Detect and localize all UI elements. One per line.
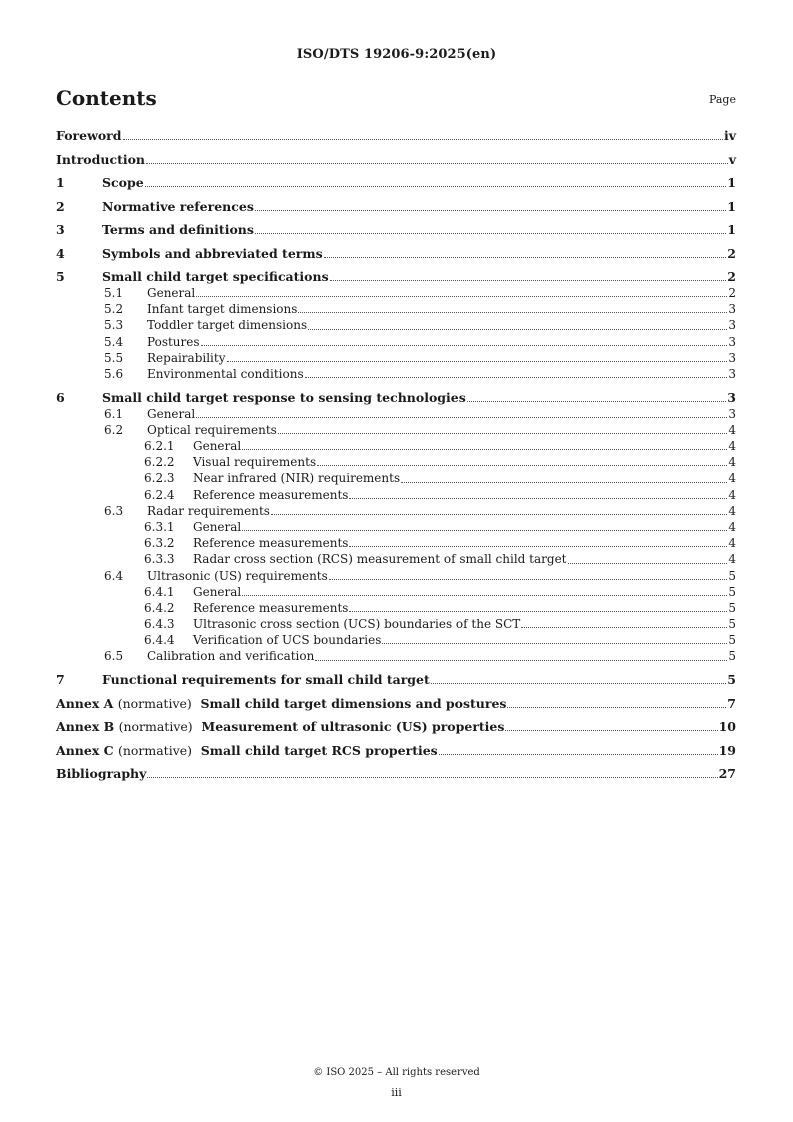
annex-kind: (normative) (118, 719, 193, 735)
toc-entry-page: 1 (727, 175, 736, 190)
toc-entry-number: 5.5 (104, 350, 124, 365)
toc-entry[interactable] (56, 648, 736, 664)
dot-leader (317, 464, 727, 466)
toc-entry[interactable] (56, 503, 736, 519)
toc-entry[interactable] (56, 366, 736, 382)
toc-entry-label: Normative references (102, 198, 254, 214)
toc-entry-label: Ultrasonic cross section (UCS) boundaries of the SCT (193, 617, 521, 632)
dot-leader (196, 295, 727, 297)
toc-entry-label: Toddler target dimensions (147, 318, 308, 333)
dot-leader (431, 682, 727, 684)
toc-entry[interactable] (56, 487, 736, 503)
toc-entry[interactable] (56, 317, 736, 333)
toc-entry[interactable] (56, 672, 736, 688)
toc-entry-page: 3 (728, 318, 736, 333)
toc-entry[interactable] (56, 551, 736, 567)
toc-entry-page: 5 (728, 649, 736, 664)
toc-entry-label: Small child target specifications (102, 269, 329, 284)
dot-leader (349, 497, 727, 499)
toc-entry-page: 2 (727, 269, 736, 284)
dot-leader (382, 642, 727, 644)
toc-entry-page: 1 (727, 222, 736, 237)
toc-entry-number: 1 (56, 175, 65, 190)
dot-leader (308, 328, 727, 330)
toc-entry[interactable] (56, 584, 736, 600)
toc-entry[interactable] (56, 454, 736, 470)
toc-entry[interactable] (56, 766, 736, 782)
toc-entry-number: 5.4 (104, 334, 124, 349)
toc-entry[interactable] (56, 422, 736, 438)
toc-entry-number: 6.3.1 (144, 519, 175, 534)
toc-entry-page: 4 (728, 552, 736, 567)
toc-entry-page: 10 (718, 719, 736, 735)
toc-entry[interactable] (56, 199, 736, 215)
toc-entry[interactable] (56, 470, 736, 486)
dot-leader (123, 138, 723, 140)
toc-entry-page: 4 (728, 503, 736, 518)
toc-entry-label: Environmental conditions (147, 366, 304, 381)
annex-title: Small child target dimensions and postures (200, 695, 507, 711)
dot-leader (315, 659, 727, 661)
toc-entry-label: General (147, 406, 196, 421)
toc-entry[interactable] (56, 301, 736, 317)
toc-entry-page: 3 (727, 389, 736, 405)
toc-entry-label: Radar cross section (RCS) measurement of small child target (193, 552, 567, 567)
toc-entry-page: 4 (728, 455, 736, 470)
toc-entry-page: 4 (728, 422, 736, 437)
toc-entry-page: 5 (727, 672, 736, 688)
toc-entry-number: 5.3 (104, 318, 124, 333)
dot-leader (507, 706, 726, 708)
toc-entry-label: Calibration and verification (147, 649, 315, 664)
toc-entry[interactable] (56, 406, 736, 422)
toc-entry-number: 6.1 (104, 406, 124, 421)
toc-entry-label: Symbols and abbreviated terms (102, 245, 323, 261)
toc-entry[interactable] (56, 600, 736, 616)
toc-entry-label: Terms and definitions (102, 222, 254, 237)
toc-entry-label: Scope (102, 175, 144, 190)
toc-entry-page: 5 (728, 568, 736, 583)
toc-entry-page: v (728, 151, 736, 167)
annex-title: Measurement of ultrasonic (US) properties (201, 719, 505, 735)
dot-leader (146, 162, 728, 164)
dot-leader (278, 432, 728, 434)
toc-entry[interactable] (56, 616, 736, 632)
toc-entry[interactable] (56, 175, 736, 191)
toc-entry-number: 5.6 (104, 366, 124, 381)
toc-entry-label: Functional requirements for small child target (102, 672, 430, 688)
toc-entry-number: 6.2.2 (144, 455, 175, 470)
dot-leader (271, 513, 727, 515)
dot-leader (439, 753, 718, 755)
toc-entry-page: iv (723, 128, 736, 143)
toc-entry[interactable] (56, 743, 736, 759)
toc-entry-number: 5.2 (104, 302, 124, 317)
dot-leader (255, 232, 726, 234)
dot-leader (242, 529, 727, 531)
toc-entry-number: 2 (56, 198, 65, 214)
toc-entry-page: 27 (718, 766, 736, 782)
toc-entry[interactable] (56, 222, 736, 238)
toc-entry-number: 6.2 (104, 422, 124, 437)
toc-entry-label: General (193, 519, 242, 534)
toc-entry-page: 4 (728, 439, 736, 453)
toc-entry-page: 4 (728, 536, 736, 551)
toc-entry-number: 3 (56, 222, 65, 237)
toc-entry-label (56, 743, 438, 759)
toc-entry-page: 5 (728, 617, 736, 632)
toc-entry-label: Small child target response to sensing technologies (102, 389, 466, 405)
annex-title: Small child target RCS properties (200, 742, 438, 758)
toc-entry-page: 3 (728, 334, 736, 349)
toc-entry-label: Reference measurements (193, 487, 349, 502)
toc-entry-number: 6.4.2 (144, 600, 175, 615)
toc-entry-label: Ultrasonic (US) requirements (147, 568, 328, 583)
toc-entry-page: 3 (728, 406, 736, 421)
toc-entry[interactable] (56, 334, 736, 350)
toc-entry[interactable] (56, 632, 736, 648)
toc-entry-label (56, 719, 504, 735)
dot-leader (298, 311, 727, 313)
contents-title: Contents (56, 86, 157, 110)
toc-entry-page: 2 (728, 286, 736, 300)
toc-entry[interactable] (56, 246, 736, 262)
toc-entry-label (56, 696, 506, 712)
dot-leader (196, 416, 727, 418)
toc-entry-number: 6.4.1 (144, 584, 175, 599)
dot-leader (467, 400, 727, 402)
toc-entry-page: 4 (728, 471, 736, 486)
toc-entry-number: 6.2.3 (144, 471, 175, 486)
dot-leader (324, 256, 727, 258)
toc-entry-label: Reference measurements (193, 600, 349, 615)
toc-entry[interactable] (56, 285, 736, 301)
toc-entry[interactable] (56, 390, 736, 406)
toc-entry-label: Radar requirements (147, 503, 270, 518)
dot-leader (201, 344, 728, 346)
toc-entry-number: 6.2.4 (144, 487, 175, 502)
dot-leader (242, 594, 727, 596)
toc-entry-number: 6.5 (104, 649, 124, 664)
dot-leader (147, 776, 717, 778)
toc-entry[interactable] (56, 535, 736, 551)
toc-entry-number: 6.4.4 (144, 633, 175, 648)
toc-entry-number: 7 (56, 672, 65, 688)
toc-entry-label: Near infrared (NIR) requirements (193, 471, 401, 486)
toc-entry-label: General (193, 439, 242, 453)
dot-leader (330, 279, 727, 281)
toc-entry-page: 5 (728, 584, 736, 599)
toc-entry-page: 5 (728, 633, 736, 648)
toc-entry[interactable] (56, 152, 736, 168)
toc-entry-number: 5.1 (104, 286, 124, 300)
toc-entry-number: 6.4.3 (144, 617, 175, 632)
dot-leader (521, 626, 727, 628)
toc-entry-page: 7 (727, 695, 736, 711)
dot-leader (349, 610, 727, 612)
toc-entry-number: 4 (56, 245, 65, 261)
annex-designation: Annex C (56, 742, 114, 758)
toc-entry-page: 1 (727, 198, 736, 214)
toc-entry-page: 4 (728, 487, 736, 502)
dot-leader (305, 376, 728, 378)
toc-entry-label: Foreword (56, 128, 122, 143)
toc-entry[interactable] (56, 438, 736, 454)
document-id: ISO/DTS 19206-9:2025(en) (296, 47, 497, 62)
toc-entry-page: 3 (728, 350, 736, 365)
annex-kind: (normative) (117, 695, 192, 711)
toc-entry[interactable] (56, 719, 736, 735)
toc-entry-number: 6.3.3 (144, 552, 175, 567)
toc-entry-label: General (147, 286, 196, 300)
annex-designation: Annex B (56, 719, 115, 735)
annex-designation: Annex A (56, 695, 114, 711)
dot-leader (568, 562, 728, 564)
page-number: iii (391, 1086, 402, 1099)
toc-entry-label: Bibliography (56, 766, 147, 782)
toc-entry-number: 6.3.2 (144, 536, 175, 551)
dot-leader (255, 209, 726, 211)
dot-leader (329, 578, 728, 580)
toc-entry-number: 6.4 (104, 568, 124, 583)
dot-leader (227, 360, 728, 362)
dot-leader (349, 545, 727, 547)
toc-entry-page: 19 (718, 742, 736, 758)
toc-entry[interactable] (56, 128, 736, 144)
toc-entry-label: Postures (147, 334, 200, 349)
toc-entry-label: Reference measurements (193, 536, 349, 551)
dot-leader (145, 185, 727, 187)
toc-entry-label: Repairability (147, 350, 226, 365)
dot-leader (505, 729, 717, 731)
toc-entry-page: 3 (728, 302, 736, 317)
table-of-contents (56, 128, 736, 782)
page-column-label: Page (708, 93, 736, 106)
toc-entry-number: 6.2.1 (144, 439, 175, 453)
toc-entry-label: Infant target dimensions (147, 302, 298, 317)
toc-entry-number: 6.3 (104, 503, 124, 518)
toc-entry-page: 4 (728, 519, 736, 534)
dot-leader (242, 448, 727, 450)
toc-entry-page: 5 (728, 600, 736, 615)
annex-kind: (normative) (117, 742, 193, 758)
toc-entry-label: Visual requirements (193, 455, 317, 470)
toc-entry[interactable] (56, 519, 736, 535)
toc-entry-number: 5 (56, 269, 65, 284)
toc-entry-label: Introduction (56, 151, 146, 167)
toc-entry-label: Optical requirements (147, 422, 277, 437)
toc-entry-number: 6 (56, 389, 65, 405)
toc-entry-label: Verification of UCS boundaries (193, 633, 382, 648)
toc-entry[interactable] (56, 269, 736, 285)
dot-leader (401, 481, 727, 483)
toc-entry[interactable] (56, 696, 736, 712)
toc-entry[interactable] (56, 568, 736, 584)
toc-entry-page: 2 (727, 245, 736, 261)
toc-entry-label: General (193, 584, 242, 599)
toc-entry[interactable] (56, 350, 736, 366)
copyright-notice: © ISO 2025 – All rights reserved (313, 1067, 480, 1078)
toc-entry-page: 3 (728, 366, 736, 381)
